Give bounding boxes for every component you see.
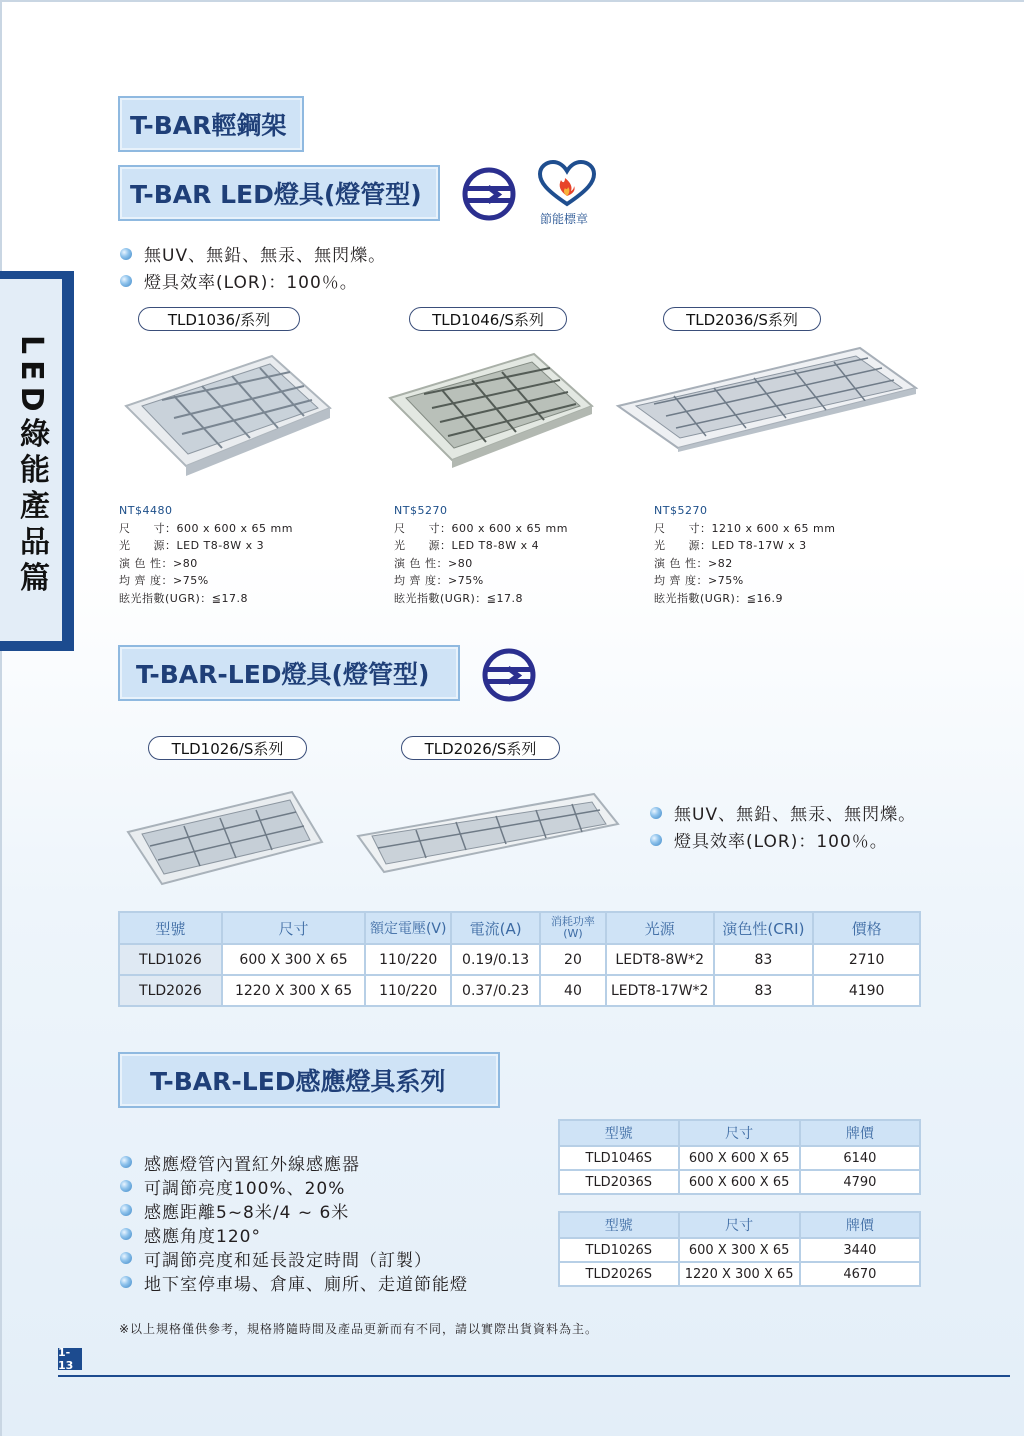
- bullet-item: 感應距離5~8米/4 ~ 6米: [120, 1198, 468, 1222]
- bullet-item: 感應燈管內置紅外線感應器: [120, 1150, 468, 1174]
- lamp-image-tld2036: [614, 344, 920, 452]
- table-cell: 3440: [800, 1238, 920, 1262]
- table-cell: 40: [540, 975, 606, 1006]
- model-pill: TLD2036/S系列: [663, 307, 821, 331]
- bullet-dot-icon: [120, 1156, 132, 1168]
- table-cell: LEDT8-8W*2: [606, 944, 714, 975]
- table-row: [559, 1262, 920, 1286]
- lamp-image-tld2026: [356, 792, 620, 876]
- bullet-dot-icon: [650, 834, 662, 846]
- table-header-cell: 價格: [813, 912, 920, 944]
- table-cell: 1220 X 300 X 65: [222, 975, 365, 1006]
- bullet-item: 無UV、無鉛、無汞、無閃爍。: [120, 240, 386, 267]
- table-header-cell: 電流(A): [451, 912, 540, 944]
- spec-ugr: 眩光指數(UGR)：≦16.9: [654, 591, 784, 605]
- spec-source: 光 源：LED T8-8W x 4: [394, 539, 540, 553]
- spec-cri: 演 色 性：>80: [394, 556, 473, 570]
- spec-block-tld2036: [654, 502, 835, 608]
- bullet-dot-icon: [120, 248, 132, 260]
- bullet-dot-icon: [120, 1204, 132, 1216]
- table-header-cell: 額定電壓(V): [365, 912, 451, 944]
- table-cell: 600 X 300 X 65: [679, 1238, 800, 1262]
- table-cell: 110/220: [365, 975, 451, 1006]
- spec-price: NT$4480: [119, 504, 173, 517]
- spec-block-tld1036: [119, 502, 293, 608]
- table-row: [559, 1146, 920, 1170]
- model-pill: TLD2026/S系列: [401, 736, 560, 760]
- spec-uniformity: 均 齊 度：>75%: [394, 574, 484, 588]
- table-cell: 600 X 300 X 65: [222, 944, 365, 975]
- table-header-row: [119, 912, 920, 944]
- table-cell: TLD2026S: [559, 1262, 679, 1286]
- table-header-cell: 型號: [559, 1212, 679, 1238]
- table-cell: 4790: [800, 1170, 920, 1194]
- bullet-item: 無UV、無鉛、無汞、無閃爍。: [650, 799, 916, 826]
- table-row: [559, 1238, 920, 1262]
- footnote: ※以上規格僅供參考，規格將隨時間及產品更新而有不同，請以實際出貨資料為主。: [119, 1322, 599, 1336]
- bullet-dot-icon: [650, 807, 662, 819]
- table-header-cell: 牌價: [800, 1212, 920, 1238]
- model-pill: TLD1036/系列: [138, 307, 300, 331]
- spec-uniformity: 均 齊 度：>75%: [654, 574, 744, 588]
- spec-block-tld1046: [394, 502, 568, 608]
- table-row: [559, 1170, 920, 1194]
- table-header-row: [559, 1212, 920, 1238]
- bullet-dot-icon: [120, 1276, 132, 1288]
- table-cell: 110/220: [365, 944, 451, 975]
- spec-price: NT$5270: [654, 504, 708, 517]
- spec-table: [118, 911, 921, 1007]
- table-cell: LEDT8-17W*2: [606, 975, 714, 1006]
- spec-size: 尺 寸：600 x 600 x 65 mm: [119, 521, 293, 535]
- section2-title: T-BAR-LED燈具(燈管型): [118, 645, 460, 701]
- section1-title: T-BAR LED燈具(燈管型): [118, 165, 440, 221]
- table-cell: 2710: [813, 944, 920, 975]
- page-left-border: [0, 0, 2, 1436]
- table-row: [119, 975, 920, 1006]
- bullet-dot-icon: [120, 275, 132, 287]
- model-pill: TLD1026/S系列: [148, 736, 307, 760]
- lamp-image-tld1036: [122, 348, 334, 478]
- table-cell: 83: [714, 975, 814, 1006]
- table-cell: 20: [540, 944, 606, 975]
- table-header-cell: 型號: [559, 1120, 679, 1146]
- table-header-cell: 光源: [606, 912, 714, 944]
- section3-title: T-BAR-LED感應燈具系列: [118, 1052, 500, 1108]
- spec-cri: 演 色 性：>80: [119, 556, 198, 570]
- sensor-price-table-a: [558, 1119, 921, 1195]
- table-header-cell: 消耗功率(W): [540, 912, 606, 944]
- spec-cri: 演 色 性：>82: [654, 556, 733, 570]
- table-header-cell: 尺寸: [679, 1212, 800, 1238]
- bullet-dot-icon: [120, 1228, 132, 1240]
- category-title: T-BAR輕鋼架: [118, 96, 304, 152]
- page-number: 1-13: [58, 1348, 82, 1370]
- table-cell: 0.19/0.13: [451, 944, 540, 975]
- spec-size: 尺 寸：600 x 600 x 65 mm: [394, 521, 568, 535]
- table-cell: TLD1046S: [559, 1146, 679, 1170]
- table-header-cell: 演色性(CRI): [714, 912, 814, 944]
- spec-price: NT$5270: [394, 504, 448, 517]
- table-cell: 600 X 600 X 65: [679, 1146, 800, 1170]
- energy-label-text: 節能標章: [540, 212, 589, 226]
- spec-source: 光 源：LED T8-8W x 3: [119, 539, 265, 553]
- spec-size: 尺 寸：1210 x 600 x 65 mm: [654, 521, 836, 535]
- table-cell: 4190: [813, 975, 920, 1006]
- table-cell: 0.37/0.23: [451, 975, 540, 1006]
- table-cell: TLD2026: [119, 975, 222, 1006]
- table-cell: TLD1026: [119, 944, 222, 975]
- table-cell: 4670: [800, 1262, 920, 1286]
- model-pill: TLD1046/S系列: [409, 307, 567, 331]
- table-cell: 1220 X 300 X 65: [679, 1262, 800, 1286]
- lamp-image-tld1026: [124, 790, 326, 888]
- bottom-rule: [58, 1375, 1010, 1377]
- spec-source: 光 源：LED T8-17W x 3: [654, 539, 807, 553]
- spec-ugr: 眩光指數(UGR)：≦17.8: [119, 591, 249, 605]
- certification-mark-icon: [462, 167, 516, 221]
- lamp-image-tld1046: [386, 348, 598, 470]
- bullet-dot-icon: [120, 1252, 132, 1264]
- bullet-item: 可調節亮度100%、20%: [120, 1174, 468, 1198]
- table-cell: TLD2036S: [559, 1170, 679, 1194]
- table-header-cell: 牌價: [800, 1120, 920, 1146]
- bullet-dot-icon: [120, 1180, 132, 1192]
- section3-bullets: [120, 1150, 468, 1294]
- bullet-item: 可調節亮度和延長設定時間（訂製）: [120, 1246, 468, 1270]
- side-chapter-label: LED綠能產品篇: [14, 335, 49, 598]
- page-top-border: [0, 0, 1024, 2]
- table-header-cell: 尺寸: [679, 1120, 800, 1146]
- table-cell: 600 X 600 X 65: [679, 1170, 800, 1194]
- section2-bullets: [650, 799, 916, 853]
- table-row: [119, 944, 920, 975]
- sensor-price-table-b: [558, 1211, 921, 1287]
- table-header-cell: 尺寸: [222, 912, 365, 944]
- spec-ugr: 眩光指數(UGR)：≦17.8: [394, 591, 524, 605]
- section1-bullets: [120, 240, 386, 294]
- table-header-row: [559, 1120, 920, 1146]
- certification-mark-icon: [482, 648, 536, 702]
- bullet-item: 燈具效率(LOR)：100％。: [650, 826, 916, 853]
- spec-uniformity: 均 齊 度：>75%: [119, 574, 209, 588]
- side-chapter-tab: [0, 271, 74, 651]
- bullet-item: 燈具效率(LOR)：100％。: [120, 267, 386, 294]
- table-cell: 83: [714, 944, 814, 975]
- bullet-item: 感應角度120°: [120, 1222, 468, 1246]
- table-cell: 6140: [800, 1146, 920, 1170]
- table-cell: TLD1026S: [559, 1238, 679, 1262]
- bullet-item: 地下室停車場、倉庫、廁所、走道節能燈: [120, 1270, 468, 1294]
- table-header-cell: 型號: [119, 912, 222, 944]
- energy-saving-label-icon: [536, 160, 598, 208]
